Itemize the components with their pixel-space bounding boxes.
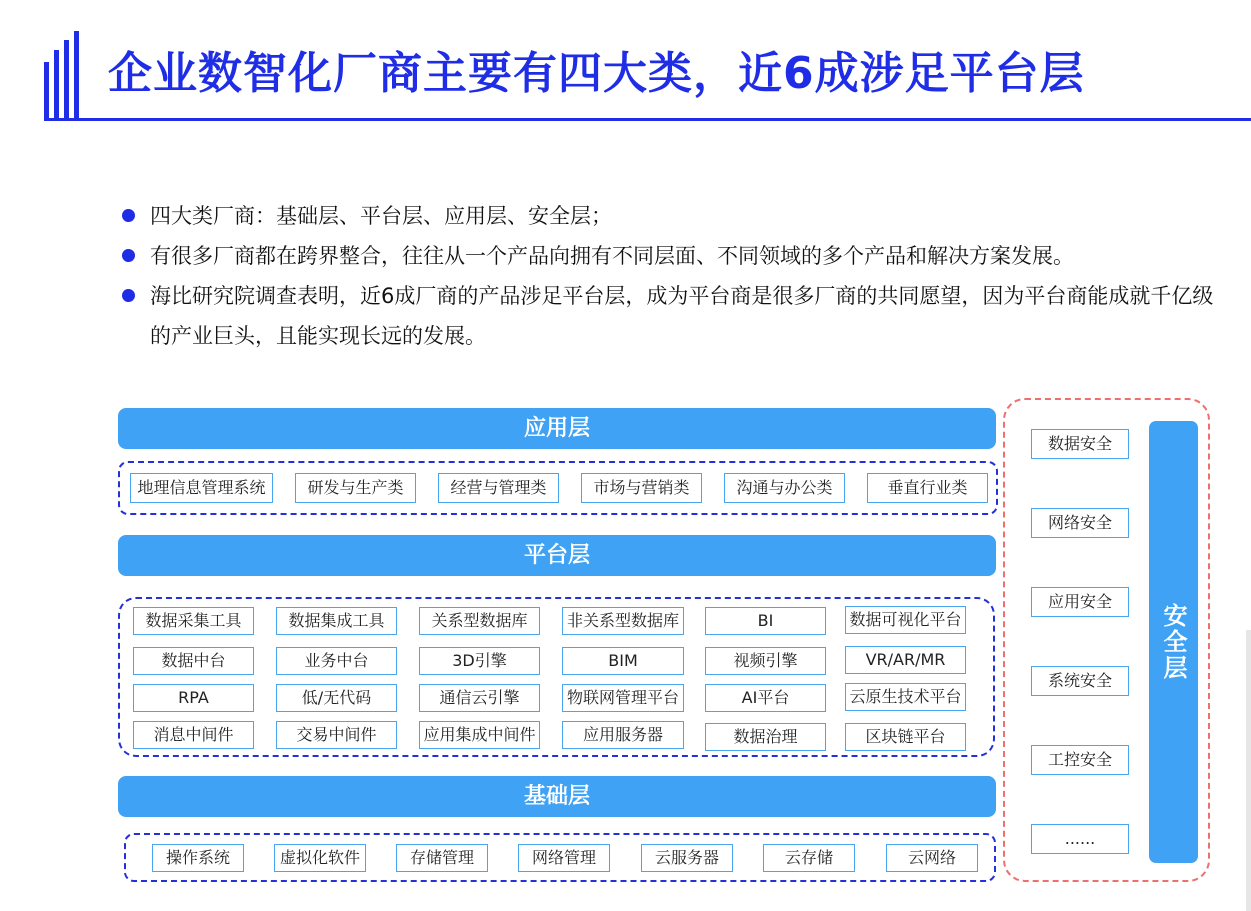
base-item: 虚拟化软件 (274, 844, 366, 872)
platform-item: 数据可视化平台 (845, 606, 966, 634)
app-item: 地理信息管理系统 (130, 473, 273, 503)
platform-item: 业务中台 (276, 647, 397, 675)
security-item: 系统安全 (1031, 666, 1129, 696)
platform-item: 3D引擎 (419, 647, 540, 675)
security-item: 应用安全 (1031, 587, 1129, 617)
security-item: 数据安全 (1031, 429, 1129, 459)
security-item: 工控安全 (1031, 745, 1129, 775)
security-item: ...... (1031, 824, 1129, 854)
base-item: 网络管理 (518, 844, 610, 872)
base-item: 操作系统 (152, 844, 244, 872)
bullet-dot-icon (122, 289, 135, 302)
app-item: 市场与营销类 (581, 473, 702, 503)
platform-item: 视频引擎 (705, 647, 826, 675)
platform-item: 应用集成中间件 (419, 721, 540, 749)
bullet-dot-icon (122, 249, 135, 262)
platform-item: VR/AR/MR (845, 646, 966, 674)
platform-item: RPA (133, 684, 254, 712)
scrollbar-strip (1246, 630, 1251, 911)
security-layer-bar (1149, 421, 1198, 863)
app-item: 研发与生产类 (295, 473, 416, 503)
platform-item: 数据中台 (133, 647, 254, 675)
platform-layer-bar: 平台层 (118, 535, 996, 576)
page-title: 企业数智化厂商主要有四大类，近6成涉足平台层 (108, 48, 1085, 99)
platform-item: BI (705, 607, 826, 635)
platform-item: 消息中间件 (133, 721, 254, 749)
platform-item: 非关系型数据库 (562, 607, 684, 635)
platform-item: AI平台 (705, 684, 826, 712)
platform-item: BIM (562, 647, 684, 675)
security-layer-label: 安全层 (1159, 603, 1187, 681)
platform-item: 交易中间件 (276, 721, 397, 749)
platform-item: 低/无代码 (276, 684, 397, 712)
platform-item: 区块链平台 (845, 723, 966, 751)
bullet-dot-icon (122, 209, 135, 222)
security-item: 网络安全 (1031, 508, 1129, 538)
base-item: 云服务器 (641, 844, 733, 872)
platform-item: 数据集成工具 (276, 607, 397, 635)
base-item: 云网络 (886, 844, 978, 872)
platform-item: 通信云引擎 (419, 684, 540, 712)
bullet-item: 四大类厂商：基础层、平台层、应用层、安全层； (118, 196, 1218, 236)
app-item: 沟通与办公类 (724, 473, 845, 503)
platform-item: 关系型数据库 (419, 607, 540, 635)
platform-item: 数据采集工具 (133, 607, 254, 635)
bullet-item: 有很多厂商都在跨界整合，往往从一个产品向拥有不同层面、不同领域的多个产品和解决方案发展。 (118, 236, 1218, 276)
platform-item: 应用服务器 (562, 721, 684, 749)
bullet-item: 海比研究院调查表明，近6成厂商的产品涉足平台层，成为平台商是很多厂商的共同愿望，因为平台商能成就千亿级的产业巨头，且能实现长远的发展。 (118, 276, 1214, 356)
base-item: 存储管理 (396, 844, 488, 872)
platform-item: 云原生技术平台 (845, 683, 966, 711)
app-item: 经营与管理类 (438, 473, 559, 503)
bullet-list (118, 196, 1218, 356)
platform-item: 数据治理 (705, 723, 826, 751)
app-layer-bar: 应用层 (118, 408, 996, 449)
base-layer-bar: 基础层 (118, 776, 996, 817)
base-item: 云存储 (763, 844, 855, 872)
title-divider (44, 118, 1251, 121)
platform-item: 物联网管理平台 (562, 684, 684, 712)
app-item: 垂直行业类 (867, 473, 988, 503)
